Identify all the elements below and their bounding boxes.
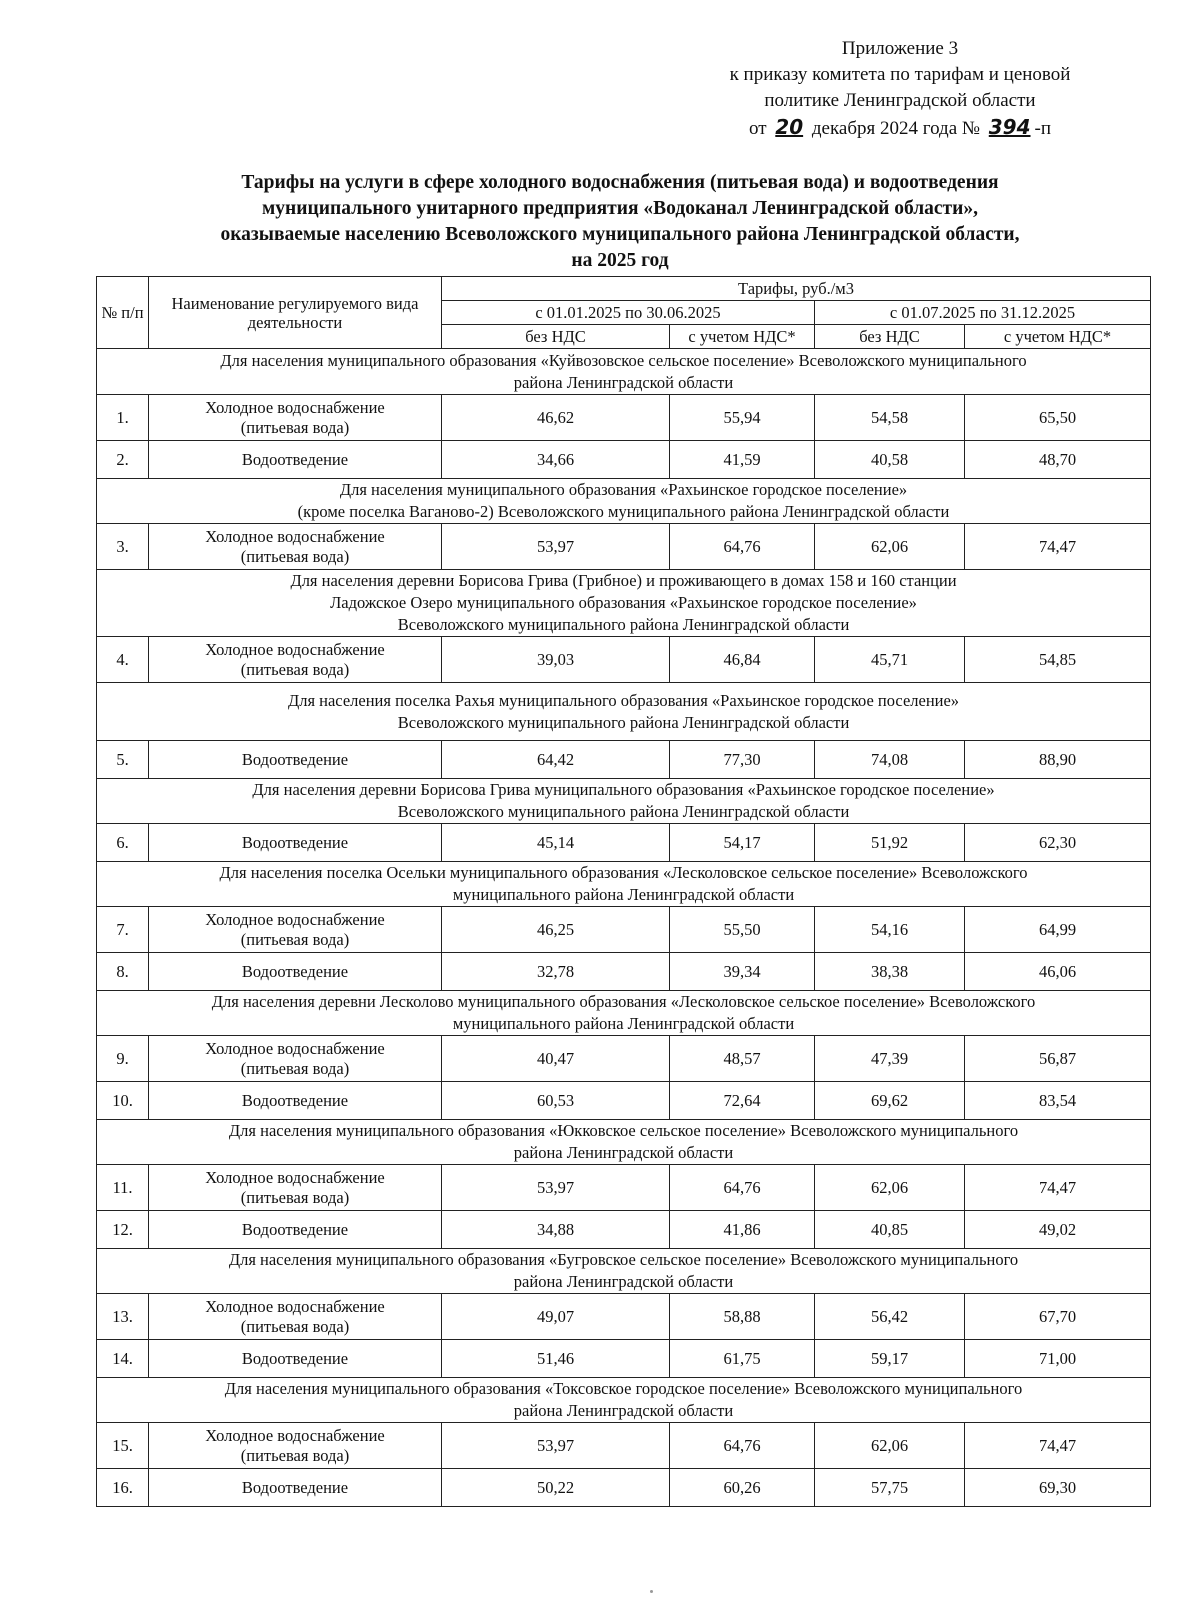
tariff-p1-no-vat: 40,47 — [442, 1036, 670, 1082]
service-name — [149, 907, 442, 953]
tariff-p1-with-vat: 41,59 — [670, 441, 815, 479]
section-row — [97, 1378, 1151, 1423]
section-row — [97, 1249, 1151, 1294]
header-tariffs: Тарифы, руб./м3 — [442, 277, 1151, 301]
tariff-p1-no-vat: 32,78 — [442, 953, 670, 991]
row-number: 1. — [97, 395, 149, 441]
row-number: 11. — [97, 1165, 149, 1211]
row-number: 12. — [97, 1211, 149, 1249]
header-no-vat-2: без НДС — [815, 325, 965, 349]
title-line-1: Тарифы на услуги в сфере холодного водоснабжения (питьевая вода) и водоотведения — [241, 172, 999, 193]
section-title — [97, 349, 1151, 395]
row-number: 10. — [97, 1082, 149, 1120]
section-title-line: Для населения муниципального образования «Рахьинское городское поселение» — [339, 480, 908, 499]
table-row — [97, 1469, 1151, 1507]
section-title-line: Для населения муниципального образования «Токсовское городское поселение» Всеволожского муниципального — [224, 1379, 1023, 1398]
date-prefix: от — [748, 118, 767, 139]
service-name-line: Водоотведение — [241, 1348, 349, 1368]
tariff-p2-with-vat: 65,50 — [965, 395, 1151, 441]
section-title-line: Для населения деревни Борисова Грива муниципального образования «Рахьинское городское поселение» — [252, 780, 995, 799]
header-num: № п/п — [97, 277, 149, 349]
tariff-p1-no-vat: 46,25 — [442, 907, 670, 953]
tariff-p1-no-vat: 49,07 — [442, 1294, 670, 1340]
document-title — [90, 170, 1150, 274]
table-row — [97, 1294, 1151, 1340]
tariff-p1-no-vat: 34,88 — [442, 1211, 670, 1249]
header-with-vat-1: с учетом НДС* — [670, 325, 815, 349]
tariff-p1-with-vat: 60,26 — [670, 1469, 815, 1507]
tariff-p2-no-vat: 47,39 — [815, 1036, 965, 1082]
table-row — [97, 637, 1151, 683]
tariff-p2-with-vat: 56,87 — [965, 1036, 1151, 1082]
service-name-line: Холодное водоснабжение — [205, 1296, 385, 1316]
scan-speck — [650, 1590, 653, 1593]
section-title-line: района Ленинградской области — [513, 372, 734, 392]
service-name-line: Холодное водоснабжение — [205, 526, 385, 546]
table-row — [97, 395, 1151, 441]
section-title — [97, 570, 1151, 637]
service-name — [149, 441, 442, 479]
section-title-line: района Ленинградской области — [513, 1272, 734, 1291]
section-title-line: Для населения деревни Борисова Грива (Грибное) и проживающего в домах 158 и 160 станции — [290, 571, 957, 590]
service-name — [149, 1082, 442, 1120]
row-number: 7. — [97, 907, 149, 953]
section-title — [97, 1249, 1151, 1294]
section-title-line: Всеволожского муниципального района Ленинградской области — [397, 615, 850, 634]
tariff-p2-with-vat: 74,47 — [965, 1165, 1151, 1211]
row-number: 4. — [97, 637, 149, 683]
section-title-line: Для населения деревни Лесколово муниципального образования «Лесколовское сельское поселение» Всеволожского — [211, 992, 1036, 1011]
tariff-p2-with-vat: 69,30 — [965, 1469, 1151, 1507]
section-title-line: Ладожское Озеро муниципального образования «Рахьинское городское поселение» — [330, 593, 917, 612]
table-row — [97, 824, 1151, 862]
tariff-p2-no-vat: 45,71 — [815, 637, 965, 683]
tariff-p1-no-vat: 53,97 — [442, 1165, 670, 1211]
table-row — [97, 907, 1151, 953]
section-row — [97, 862, 1151, 907]
appendix-line-2: к приказу комитета по тарифам и ценовой — [729, 64, 1071, 85]
tariff-p1-no-vat: 60,53 — [442, 1082, 670, 1120]
tariff-p1-with-vat: 55,50 — [670, 907, 815, 953]
tariff-p1-no-vat: 53,97 — [442, 524, 670, 570]
header-with-vat-2: с учетом НДС* — [965, 325, 1151, 349]
tariff-p2-no-vat: 38,38 — [815, 953, 965, 991]
tariff-p2-no-vat: 40,58 — [815, 441, 965, 479]
service-name-line: Холодное водоснабжение — [205, 1038, 385, 1058]
service-name-line: (питьевая вода) — [240, 1445, 350, 1465]
section-title — [97, 1378, 1151, 1423]
tariff-p2-with-vat: 88,90 — [965, 741, 1151, 779]
section-title — [97, 779, 1151, 824]
row-number: 3. — [97, 524, 149, 570]
header-period-2: с 01.07.2025 по 31.12.2025 — [815, 301, 1151, 325]
tariff-p1-no-vat: 53,97 — [442, 1423, 670, 1469]
service-name-line: Холодное водоснабжение — [205, 397, 385, 417]
section-row — [97, 683, 1151, 741]
title-line-3: оказываемые населению Всеволожского муниципального района Ленинградской области, — [220, 224, 1020, 245]
section-row — [97, 479, 1151, 524]
section-title-line: (кроме поселка Ваганово-2) Всеволожского муниципального района Ленинградской области — [297, 502, 950, 521]
tariff-p1-with-vat: 54,17 — [670, 824, 815, 862]
section-title-line: Для населения поселка Рахья муниципального образования «Рахьинское городское поселение» — [287, 690, 960, 710]
section-title — [97, 479, 1151, 524]
tariff-p1-no-vat: 45,14 — [442, 824, 670, 862]
service-name-line: Водоотведение — [241, 1090, 349, 1110]
tariff-p1-no-vat: 46,62 — [442, 395, 670, 441]
tariff-p2-no-vat: 54,16 — [815, 907, 965, 953]
header-period-1: с 01.01.2025 по 30.06.2025 — [442, 301, 815, 325]
tariff-p1-no-vat: 64,42 — [442, 741, 670, 779]
tariff-p1-with-vat: 64,76 — [670, 524, 815, 570]
tariff-p2-with-vat: 54,85 — [965, 637, 1151, 683]
tariff-p1-with-vat: 48,57 — [670, 1036, 815, 1082]
section-row — [97, 349, 1151, 395]
service-name — [149, 953, 442, 991]
table-row — [97, 1036, 1151, 1082]
service-name — [149, 524, 442, 570]
appendix-line-1: Приложение 3 — [841, 38, 959, 59]
section-title-line: Всеволожского муниципального района Ленинградской области — [397, 802, 850, 821]
tariff-p1-with-vat: 46,84 — [670, 637, 815, 683]
service-name — [149, 1036, 442, 1082]
tariff-p2-with-vat: 83,54 — [965, 1082, 1151, 1120]
title-line-2: муниципального унитарного предприятия «Водоканал Ленинградской области», — [261, 198, 978, 219]
section-row — [97, 1120, 1151, 1165]
handwritten-number: 394 — [988, 115, 1031, 139]
section-row — [97, 570, 1151, 637]
service-name — [149, 1294, 442, 1340]
service-name-line: Водоотведение — [241, 749, 349, 769]
section-title — [97, 1120, 1151, 1165]
section-title-line: Для населения муниципального образования «Куйвозовское сельское поселение» Всеволожского муниципального — [220, 350, 1027, 370]
tariff-p2-no-vat: 56,42 — [815, 1294, 965, 1340]
tariff-p2-no-vat: 59,17 — [815, 1340, 965, 1378]
tariff-p1-with-vat: 58,88 — [670, 1294, 815, 1340]
appendix-header — [650, 36, 1150, 142]
service-name-line: (питьевая вода) — [240, 1187, 350, 1207]
tariff-p2-with-vat: 48,70 — [965, 441, 1151, 479]
section-title-line: района Ленинградской области — [513, 1143, 734, 1162]
service-name — [149, 824, 442, 862]
tariff-p1-no-vat: 50,22 — [442, 1469, 670, 1507]
section-title — [97, 683, 1151, 741]
table-header — [97, 277, 1151, 349]
tariff-p1-with-vat: 72,64 — [670, 1082, 815, 1120]
table-row — [97, 1082, 1151, 1120]
service-name-line: Водоотведение — [241, 832, 349, 852]
table-row — [97, 1165, 1151, 1211]
tariff-p1-with-vat: 64,76 — [670, 1165, 815, 1211]
row-number: 13. — [97, 1294, 149, 1340]
section-title — [97, 991, 1151, 1036]
tariff-p2-no-vat: 62,06 — [815, 1423, 965, 1469]
header-no-vat-1: без НДС — [442, 325, 670, 349]
tariff-p1-no-vat: 51,46 — [442, 1340, 670, 1378]
service-name — [149, 741, 442, 779]
row-number: 5. — [97, 741, 149, 779]
service-name — [149, 395, 442, 441]
tariff-p1-no-vat: 39,03 — [442, 637, 670, 683]
tariff-p2-with-vat: 64,99 — [965, 907, 1151, 953]
service-name-line: Холодное водоснабжение — [205, 1425, 385, 1445]
row-number: 6. — [97, 824, 149, 862]
service-name-line: Холодное водоснабжение — [205, 639, 385, 659]
row-number: 14. — [97, 1340, 149, 1378]
tariff-p2-no-vat: 54,58 — [815, 395, 965, 441]
service-name-line: (питьевая вода) — [240, 417, 350, 437]
service-name-line: (питьевая вода) — [240, 1058, 350, 1078]
tariff-p2-with-vat: 46,06 — [965, 953, 1151, 991]
tariff-p1-with-vat: 41,86 — [670, 1211, 815, 1249]
tariff-p1-with-vat: 64,76 — [670, 1423, 815, 1469]
tariff-p2-with-vat: 67,70 — [965, 1294, 1151, 1340]
handwritten-day: 20 — [775, 115, 804, 139]
row-number: 2. — [97, 441, 149, 479]
tariff-p2-with-vat: 49,02 — [965, 1211, 1151, 1249]
section-row — [97, 779, 1151, 824]
service-name-line: (питьевая вода) — [240, 1316, 350, 1336]
service-name — [149, 1340, 442, 1378]
tariff-p2-no-vat: 57,75 — [815, 1469, 965, 1507]
table-row — [97, 1211, 1151, 1249]
row-number: 9. — [97, 1036, 149, 1082]
header-name: Наименование регулируемого вида деятельности — [149, 277, 442, 349]
service-name — [149, 1211, 442, 1249]
tariff-p1-with-vat: 77,30 — [670, 741, 815, 779]
tariff-p2-no-vat: 69,62 — [815, 1082, 965, 1120]
table-row — [97, 741, 1151, 779]
service-name-line: (питьевая вода) — [240, 929, 350, 949]
service-name-line: Водоотведение — [241, 961, 349, 981]
section-row — [97, 991, 1151, 1036]
section-title-line: муниципального района Ленинградской области — [452, 885, 795, 904]
service-name-line: (питьевая вода) — [240, 546, 350, 566]
section-title-line: Всеволожского муниципального района Ленинградской области — [397, 712, 850, 732]
section-title-line: Для населения муниципального образования «Юкковское сельское поселение» Всеволожского муниципального — [228, 1121, 1019, 1140]
table-row — [97, 953, 1151, 991]
tariff-table — [96, 276, 1151, 1507]
tariff-p1-with-vat: 61,75 — [670, 1340, 815, 1378]
date-middle: декабря 2024 года № — [811, 118, 981, 139]
service-name-line: Холодное водоснабжение — [205, 1167, 385, 1187]
service-name — [149, 1165, 442, 1211]
section-title-line: Для населения поселка Осельки муниципального образования «Лесколовское сельское поселение» Всеволожского — [219, 863, 1028, 882]
tariff-p2-with-vat: 74,47 — [965, 524, 1151, 570]
table-row — [97, 441, 1151, 479]
title-line-4: на 2025 год — [571, 250, 669, 271]
tariff-p2-no-vat: 62,06 — [815, 1165, 965, 1211]
service-name-line: (питьевая вода) — [240, 659, 350, 679]
row-number: 15. — [97, 1423, 149, 1469]
table-body — [97, 349, 1151, 1507]
tariff-p2-no-vat: 51,92 — [815, 824, 965, 862]
section-title-line: муниципального района Ленинградской области — [452, 1014, 795, 1033]
service-name — [149, 637, 442, 683]
tariff-p1-no-vat: 34,66 — [442, 441, 670, 479]
row-number: 8. — [97, 953, 149, 991]
section-title-line: Для населения муниципального образования «Бугровское сельское поселение» Всеволожского муниципального — [228, 1250, 1019, 1269]
tariff-p1-with-vat: 39,34 — [670, 953, 815, 991]
appendix-line-3: политике Ленинградской области — [764, 90, 1036, 111]
service-name-line: Холодное водоснабжение — [205, 909, 385, 929]
tariff-p2-no-vat: 40,85 — [815, 1211, 965, 1249]
tariff-p1-with-vat: 55,94 — [670, 395, 815, 441]
tariff-p2-with-vat: 74,47 — [965, 1423, 1151, 1469]
section-title — [97, 862, 1151, 907]
tariff-p2-with-vat: 71,00 — [965, 1340, 1151, 1378]
service-name — [149, 1469, 442, 1507]
tariff-p2-with-vat: 62,30 — [965, 824, 1151, 862]
table-row — [97, 1423, 1151, 1469]
number-suffix: -п — [1034, 118, 1052, 139]
service-name-line: Водоотведение — [241, 1219, 349, 1239]
section-title-line: района Ленинградской области — [513, 1401, 734, 1420]
service-name-line: Водоотведение — [241, 1477, 349, 1497]
tariff-p2-no-vat: 74,08 — [815, 741, 965, 779]
service-name-line: Водоотведение — [241, 449, 349, 469]
service-name — [149, 1423, 442, 1469]
tariff-p2-no-vat: 62,06 — [815, 524, 965, 570]
table-row — [97, 524, 1151, 570]
appendix-date-line — [650, 114, 1150, 142]
row-number: 16. — [97, 1469, 149, 1507]
table-row — [97, 1340, 1151, 1378]
